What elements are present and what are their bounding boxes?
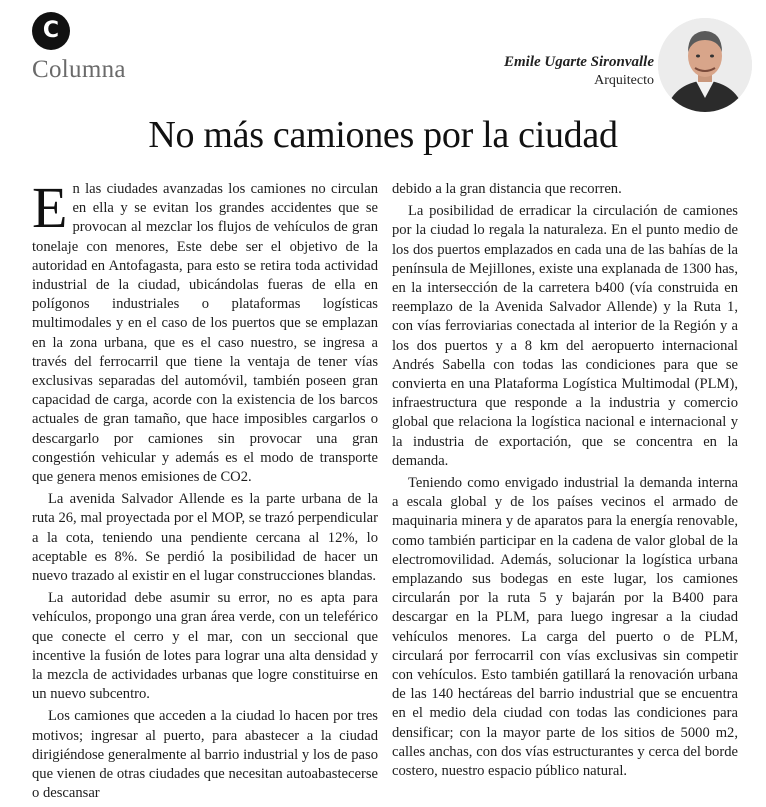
paragraph: La autoridad debe asumir su error, no es apta para vehículos, propongo una gran área verde, con un teleférico que conecte el cerro y el mar, con un seccional que incentive la fusión de lotes para lograr una alta densidad y la mezcla de actividades urbanas que logre constituirse en un nuevo subcentro.	[32, 590, 378, 703]
paragraph	[32, 175, 378, 487]
author-name: Emile Ugarte Sironvalle	[504, 54, 654, 70]
column-badge: C	[32, 12, 70, 50]
paragraph: La posibilidad de erradicar la circulación de camiones por la ciudad lo regala la naturaleza. En el punto medio de los dos puertos emplazados en cada una de las bahías de la península de Mejillones, existe una explanada de 1300 has, en la intersección de la carretera b400 (vía construida en reemplazo de la Avenida Salvador Allende) y la Ruta 1, con vías ferroviarias conectada al interior de la Región y a los dos puertos y a 8 km del aeropuerto internacional Andrés Sabella con todas las condiciones para que se convierta en una Plataforma Logística Multimodal (PLM), infraestructura que responde a la industria y comercio global que relaciona la logística nacional e internacional y la industria de exportación, que se concentra en la demanda.	[392, 203, 738, 469]
headline: No más camiones por la ciudad	[148, 114, 618, 156]
section-title: Columna	[32, 56, 126, 83]
drop-cap: E	[32, 175, 68, 240]
paragraph: La avenida Salvador Allende es la parte urbana de la ruta 26, mal proyectada por el MOP, se trazó perpendicular a la cota, teniendo una pendiente cercana al 12%, lo aceptable es 8%. Se perdió la posibilidad de hacer un nuevo trazado al existir en el lugar construcciones blandas.	[32, 491, 378, 585]
article-column-left	[32, 175, 378, 807]
author-block	[504, 54, 654, 89]
paragraph: debido a la gran distancia que recorren.	[392, 181, 622, 197]
author-photo	[658, 18, 752, 112]
author-role: Arquitecto	[594, 73, 654, 88]
paragraph: Teniendo como envigado industrial la demanda interna a escala global y de los países vecinos el armado de maquinaria minera y de aparatos para la energía renovable, como también participar en la cadena de valor global de la electromovilidad. Además, solucionar la logística urbana emplazando sus bodegas en este lugar, los camiones circularán por la ruta 5 y bajarán por la B400 para descargar en la PLM, para luego ingresar a la ciudad vehículos menores. La carga del puerto o de PLM, circulará por ferrocarril con vías exclusivas sin competir con vehículos. Esto también gatillará la renovación urbana de las 140 hectáreas del barrio industrial que se encuentra en el medio dela ciudad con todas las condiciones para densificar; con la mayor parte de los sitios de 5000 m2, calles anchas, con dos vías estructurantes y cerca del borde costero, nuestro espacio público natural.	[392, 475, 738, 780]
paragraph: Los camiones que acceden a la ciudad lo hacen por tres motivos; ingresar al puerto, para abastecer a la ciudad dirigiéndose generalmente al barrio industrial y los de paso que vienen de otras ciudades que necesitan autoabastecerse o descansar	[32, 708, 378, 802]
article-column-right	[392, 180, 738, 784]
paragraph-text: n las ciudades avanzadas los camiones no circulan en ella y se evitan los grandes accidentes que se provocan al mezclar los flujos de vehículos de gran tonelaje con menores, Este debe ser el objetivo de la autoridad en Antofagasta, para esto se retira toda actividad industrial de la ciudad, ubicándolas fueras de ella en polígonos industriales o plataformas logísticas multimodales y en el caso de los puertos que se emplazan en la zona urbana, que es el caso nuestro, se ingresa a través del ferrocarril que tiene la ventaja de tener vías exclusivas separadas del automóvil, también poseen gran capacidad de carga, acorde con la existencia de los barcos actuales de gran tamaño, que hace imposibles cargarlos o descargarlo por camiones sin provocar una gran congestión vehicular y además es el modo de transporte que genera menos emisiones de CO2.	[32, 181, 378, 486]
